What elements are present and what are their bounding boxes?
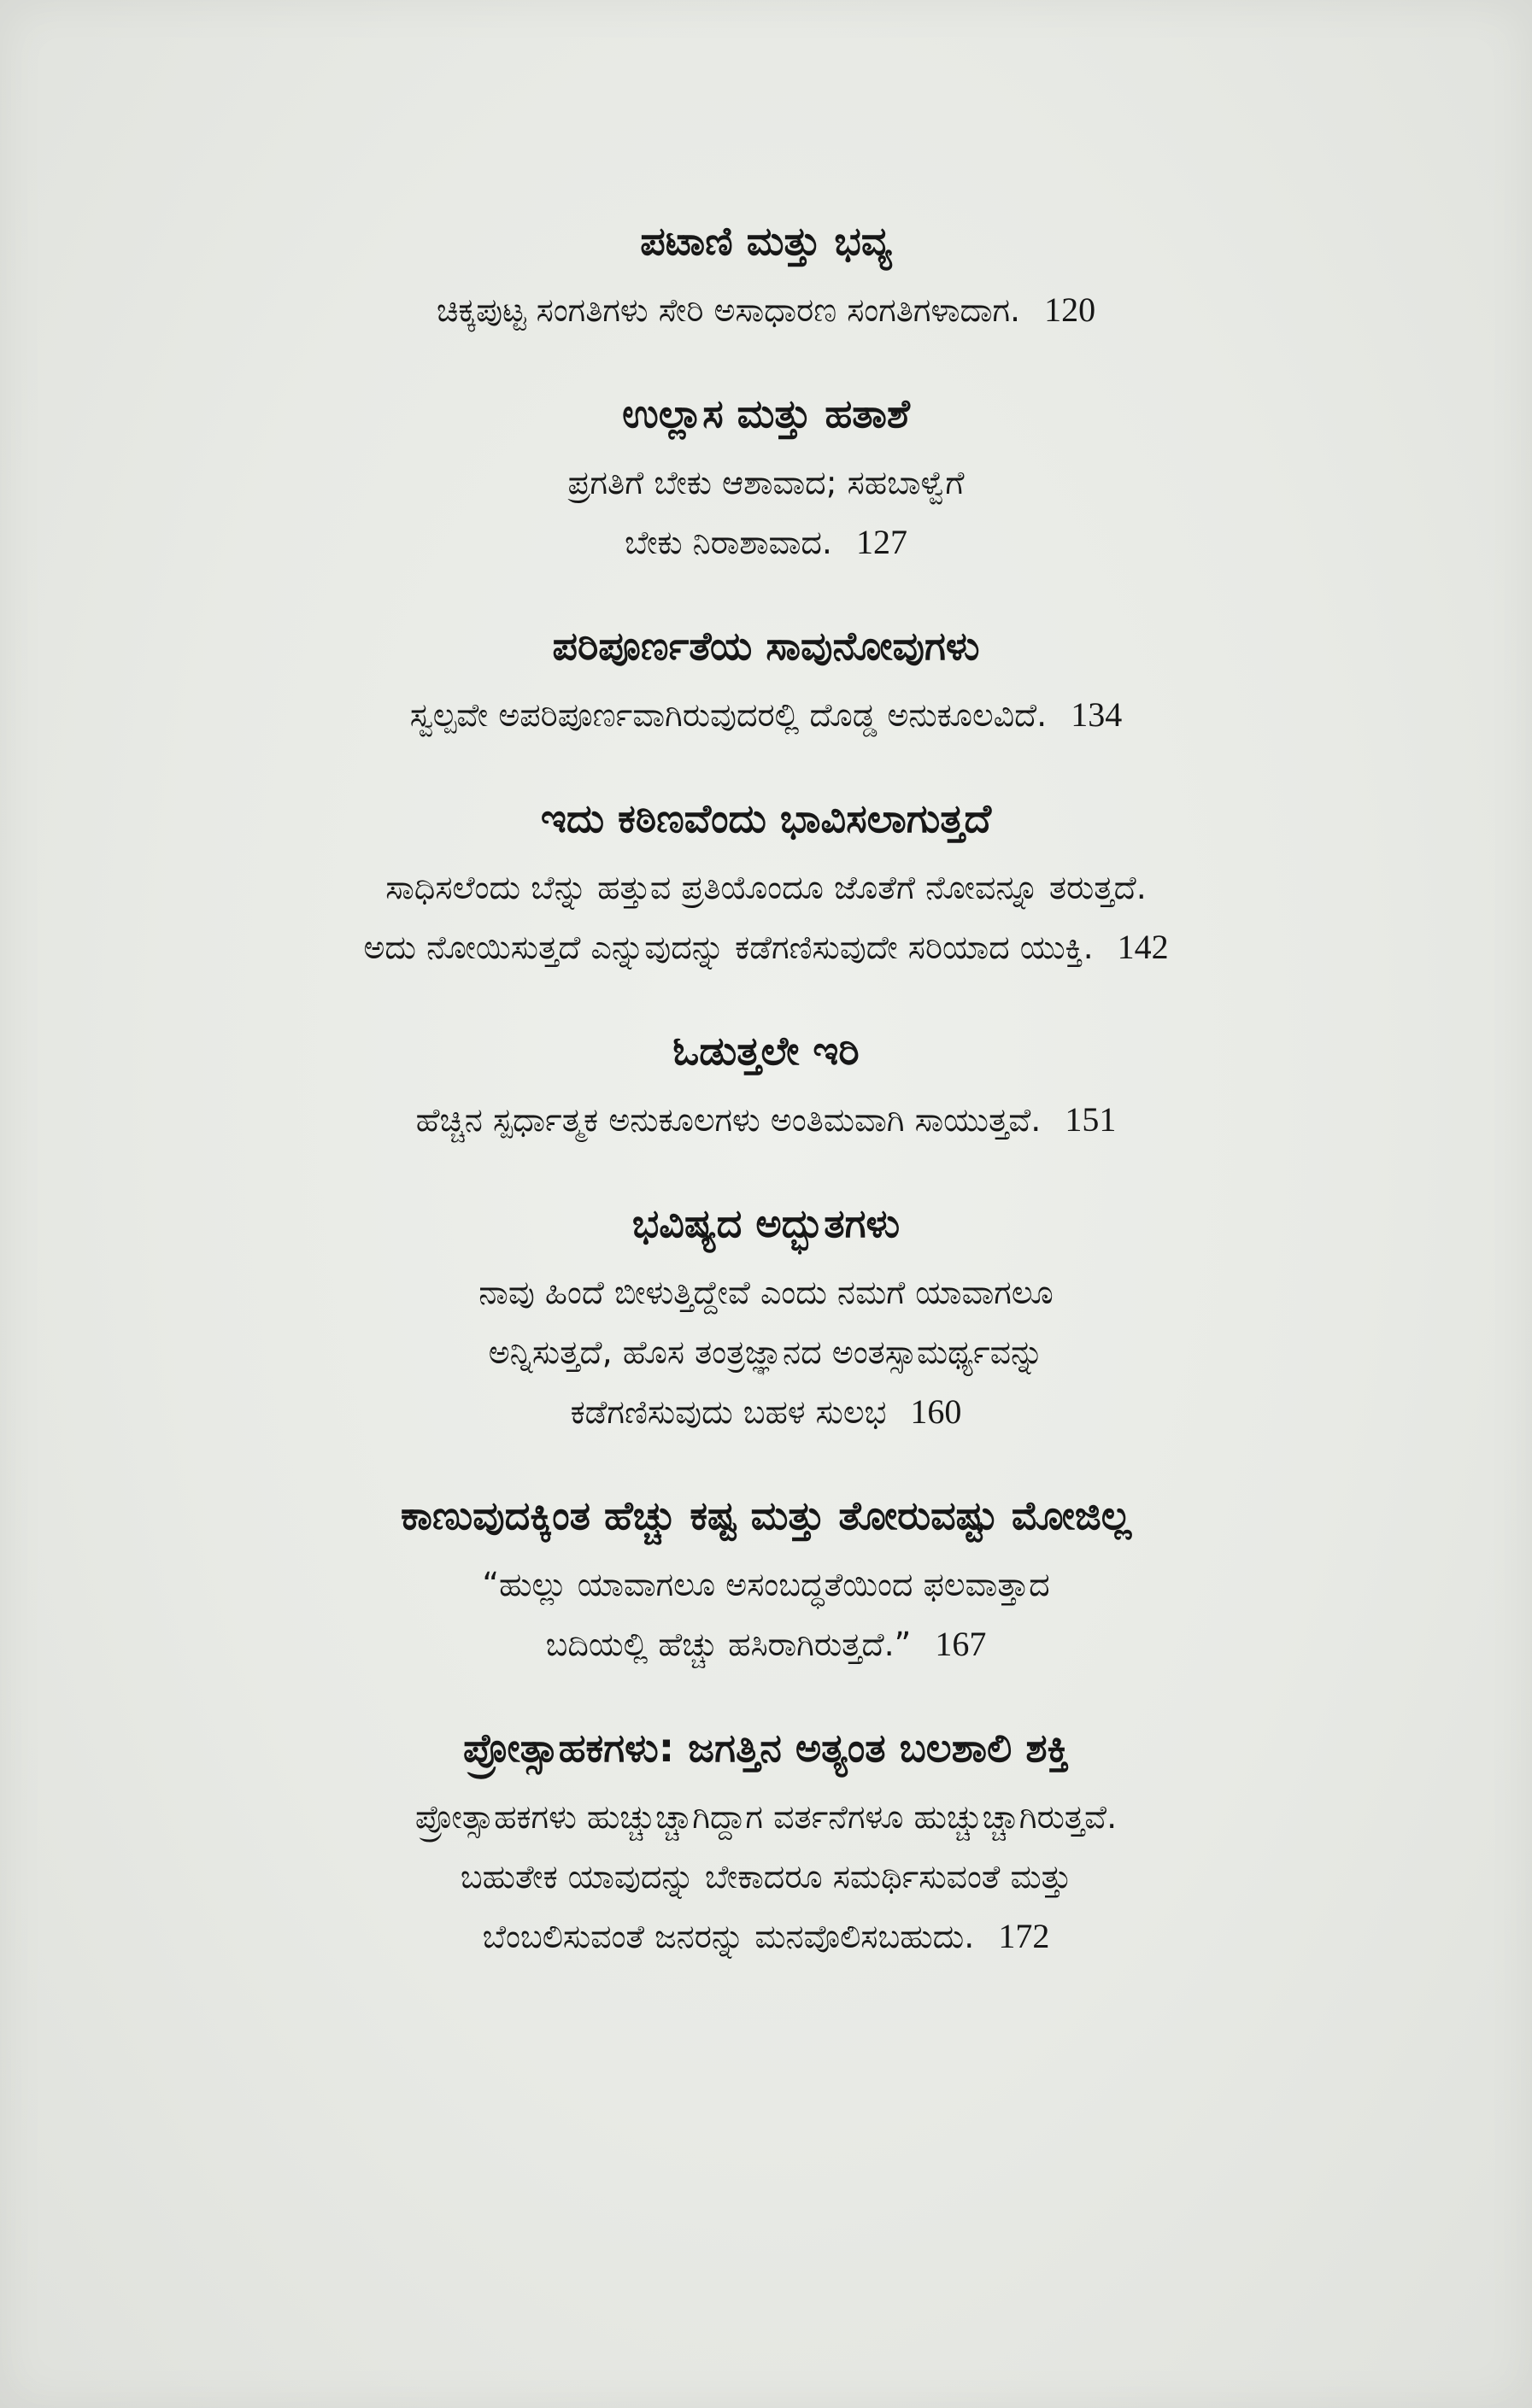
- toc-entry: [0, 1720, 1532, 1966]
- page-number: 160: [910, 1392, 962, 1431]
- toc-entry-line: ನಾವು ಹಿಂದೆ ಬೀಳುತ್ತಿದ್ದೇವೆ ಎಂದು ನಮಗೆ ಯಾವಾಗಲೂ: [478, 1274, 1054, 1311]
- page-number: 120: [1044, 290, 1096, 329]
- toc-entry-line: ಪ್ರೋತ್ಸಾಹಕಗಳು ಹುಚ್ಚುಚ್ಚಾಗಿದ್ದಾಗ ವರ್ತನೆಗಳೂ ಹುಚ್ಚುಚ್ಚಾಗಿರುತ್ತವೆ.: [414, 1798, 1118, 1836]
- toc-entry: [0, 214, 1532, 340]
- toc-entry-line: ಸಾಧಿಸಲೆಂದು ಬೆನ್ನು ಹತ್ತುವ ಪ್ರತಿಯೊಂದೂ ಜೊತೆಗೆ ನೋವನ್ನೂ ತರುತ್ತದೆ.: [385, 869, 1147, 906]
- toc-entry-line: ಬಹುತೇಕ ಯಾವುದನ್ನು ಬೇಕಾದರೂ ಸಮರ್ಥಿಸುವಂತೆ ಮತ್ತು: [460, 1858, 1072, 1895]
- toc-entry-title: ಇದು ಕಠಿಣವೆಂದು ಭಾವಿಸಲಾಗುತ್ತದೆ: [540, 795, 992, 841]
- toc-entry-line: ಬದಿಯಲ್ಲಿ ಹೆಚ್ಚು ಹಸಿರಾಗಿರುತ್ತದೆ.” 167: [545, 1625, 987, 1663]
- toc-entry-line: ಬೇಕು ನಿರಾಶಾವಾದ. 127: [624, 523, 907, 561]
- toc-entry-title: ಭವಿಷ್ಯದ ಅದ್ಭುತಗಳು: [631, 1200, 901, 1246]
- toc-entry-title: ಪರಿಪೂರ್ಣತೆಯ ಸಾವುನೋವುಗಳು: [552, 623, 980, 669]
- toc-entry: [0, 1488, 1532, 1674]
- toc-entry: [0, 1023, 1532, 1150]
- toc-entry: [0, 1196, 1532, 1442]
- toc-entry-title: ಉಲ್ಲಾಸ ಮತ್ತು ಹತಾಶೆ: [622, 390, 910, 436]
- toc-entry: [0, 386, 1532, 572]
- toc-entry-line: ಅನ್ನಿಸುತ್ತದೆ, ಹೊಸ ತಂತ್ರಜ್ಞಾನದ ಅಂತಸ್ಸಾಮರ್ಥ್ಯವನ್ನು: [488, 1333, 1044, 1371]
- toc-entry: [0, 791, 1532, 977]
- toc-entry-line: ಹೆಚ್ಚಿನ ಸ್ಪರ್ಧಾತ್ಮಕ ಅನುಕೂಲಗಳು ಅಂತಿಮವಾಗಿ ಸಾಯುತ್ತವೆ. 151: [415, 1100, 1117, 1139]
- toc-entry-line: ಪ್ರಗತಿಗೆ ಬೇಕು ಆಶಾವಾದ; ಸಹಬಾಳ್ವೆಗೆ: [567, 464, 965, 501]
- toc-entry-title: ಪಟಾಣಿ ಮತ್ತು ಭವ್ಯ: [640, 218, 892, 264]
- page-number: 127: [856, 523, 907, 561]
- page-number: 134: [1071, 695, 1123, 734]
- toc-entry-line: “ಹುಲ್ಲು ಯಾವಾಗಲೂ ಅಸಂಬದ್ಧತೆಯಿಂದ ಫಲವಾತ್ತಾದ: [482, 1566, 1050, 1603]
- toc-entry-line: ಅದು ನೋಯಿಸುತ್ತದೆ ಎನ್ನುವುದನ್ನು ಕಡೆಗಣಿಸುವುದೇ ಸರಿಯಾದ ಯುಕ್ತಿ. 142: [363, 928, 1169, 966]
- toc-entry-line: ಸ್ವಲ್ಪವೇ ಅಪರಿಪೂರ್ಣವಾಗಿರುವುದರಲ್ಲಿ ದೊಡ್ಡ ಅನುಕೂಲವಿದೆ. 134: [409, 695, 1123, 734]
- page-number: 172: [998, 1917, 1050, 1955]
- page-number: 151: [1065, 1100, 1117, 1139]
- page-number: 167: [935, 1625, 987, 1663]
- toc-entry-line: ಬೆಂಬಲಿಸುವಂತೆ ಜನರನ್ನು ಮನವೊಲಿಸಬಹುದು. 172: [482, 1917, 1050, 1955]
- toc-entry-title: ಪ್ರೋತ್ಸಾಹಕಗಳು: ಜಗತ್ತಿನ ಅತ್ಯಂತ ಬಲಶಾಲಿ ಶಕ್ತಿ: [462, 1725, 1070, 1771]
- page-number: 142: [1117, 928, 1169, 966]
- toc-entry: [0, 618, 1532, 745]
- table-of-contents: [0, 214, 1532, 2013]
- toc-entry-line: ಚಿಕ್ಕಪುಟ್ಟ ಸಂಗತಿಗಳು ಸೇರಿ ಅಸಾಧಾರಣ ಸಂಗತಿಗಳಾದಾಗ. 120: [436, 290, 1096, 329]
- toc-entry-title: ಓಡುತ್ತಲೇ ಇರಿ: [672, 1028, 860, 1074]
- toc-entry-line: ಕಡೆಗಣಿಸುವುದು ಬಹಳ ಸುಲಭ 160: [570, 1392, 962, 1431]
- toc-entry-title: ಕಾಣುವುದಕ್ಕಿಂತ ಹೆಚ್ಚು ಕಷ್ಟ ಮತ್ತು ತೋರುವಷ್ಟು ಮೋಜಿಲ್ಲ: [400, 1492, 1132, 1538]
